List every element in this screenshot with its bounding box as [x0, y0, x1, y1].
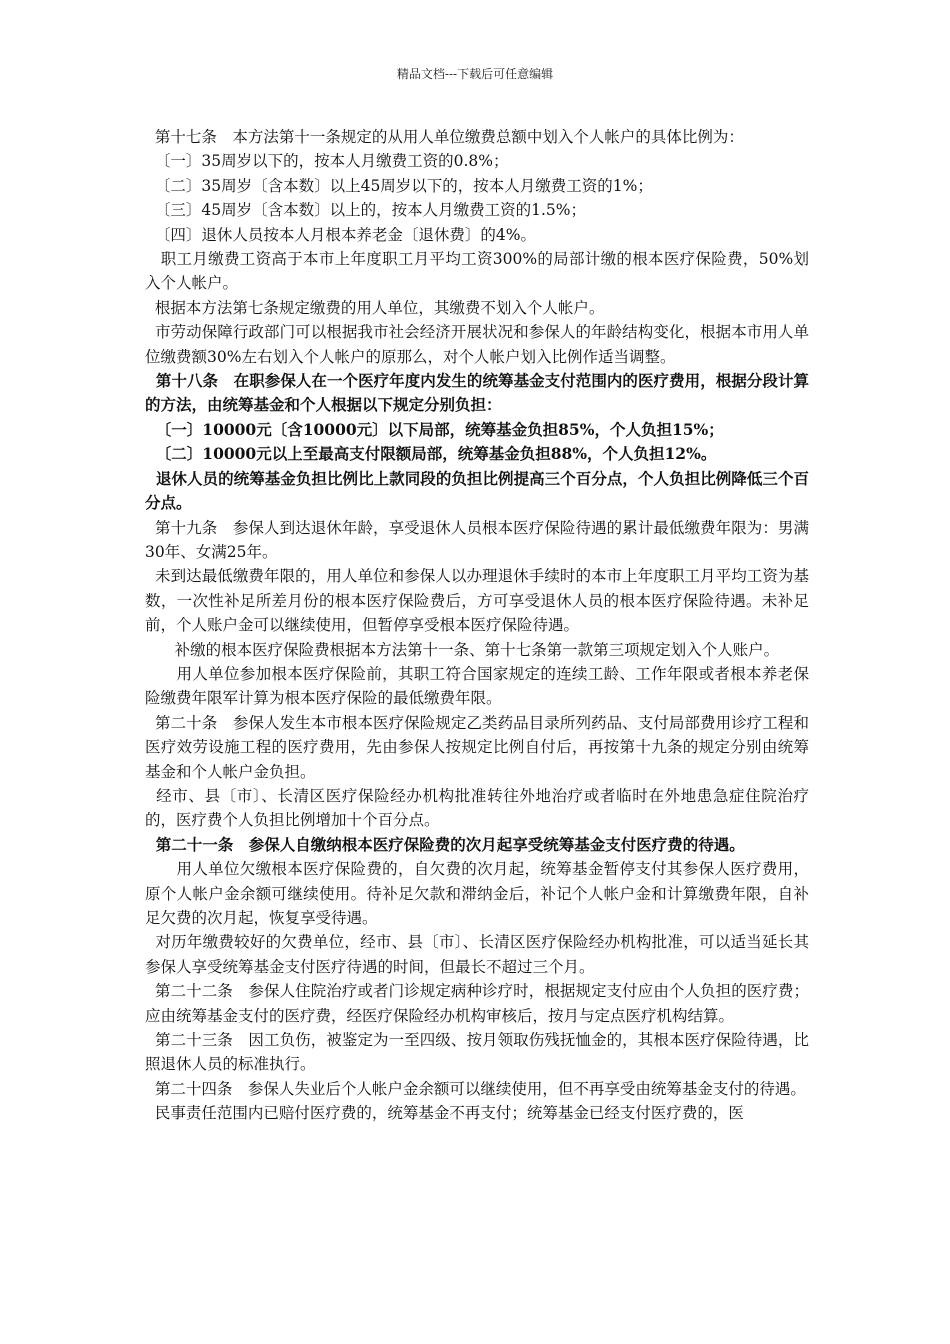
paragraph-article-17: 第十七条 本方法第十一条规定的从用人单位缴费总额中划入个人帐户的具体比例为：	[145, 128, 744, 146]
paragraph-article-21: 第二十一条 参保人自缴纳根本医疗保险费的次月起享受统筹基金支付医疗费的待遇。	[145, 834, 745, 854]
page-header: 精品文档---下载后可任意编辑	[396, 67, 554, 81]
paragraph-item-4: 〔四〕退休人员按本人月根本养老金〔退休费〕的4%。	[145, 225, 536, 244]
paragraph-article-24: 第二十四条 参保人失业后个人帐户金余额可以继续使用，但不再享受由统筹基金支付的待遇。	[145, 1079, 806, 1098]
paragraph-article-23: 第二十三条 因工负伤，被鉴定为一至四级、按月领取伤残抚恤金的，其根本医疗保险待遇，比照退休人员的标准执行。	[145, 1031, 809, 1074]
paragraph-item-3: 〔三〕45周岁〔含本数〕以上的，按本人月缴费工资的1.5%；	[145, 201, 586, 220]
paragraph-text: 退休人员的统筹基金负担比例比上款同段的负担比例提高三个百分点，个人负担比例降低三个百分点。	[145, 468, 809, 513]
paragraph-article-19: 第十九条 参保人到达退休年龄，享受退休人员根本医疗保险待遇的累计最低缴费年限为：男满30年、女满25年。	[145, 518, 809, 561]
paragraph-article-18: 第十八条 在职参保人在一个医疗年度内发生的统筹基金支付范围内的医疗费用，根据分段计算的方法，由统筹基金和个人根据以下规定分别负担：	[145, 371, 809, 415]
paragraph-item-1: 〔一〕35周岁以下的，按本人月缴费工资的0.8%；	[145, 152, 509, 171]
paragraph-item-2: 〔二〕35周岁〔含本数〕以上45周岁以下的，按本人月缴费工资的1%；	[145, 176, 653, 195]
paragraph-text: 用人单位参加根本医疗保险前，其职工符合国家规定的连续工龄、工作年限或者根本养老保险缴费年限军计算为根本医疗保险的最低缴费年限。	[145, 664, 810, 708]
paragraph-item-2: 〔二〕10000元以上至最高支付限额局部，统筹基金负担88%，个人负担12%。	[145, 444, 717, 464]
paragraph-text: 未到达最低缴费年限的，用人单位和参保人以办理退休手续时的本市上年度职工月平均工资为基数，一次性补足所差月份的根本医疗保险费后，方可享受退休人员的根本医疗保险待遇。未补足前，个人账户金可以继续使用，但暂停享受根本医疗保险待遇。	[145, 567, 809, 635]
paragraph-text: 民事责任范围内已赔付医疗费的，统筹基金不再支付；统筹基金已经支付医疗费的，医	[145, 1104, 744, 1123]
paragraph-text: 对历年缴费较好的欠费单位，经市、县〔市〕、长清区医疗保险经办机构批准，可以适当延长其参保人享受统筹基金支付医疗待遇的时间，但最长不超过三个月。	[145, 933, 809, 976]
paragraph-article-20: 第二十条 参保人发生本市根本医疗保险规定乙类药品目录所列药品、支付局部费用诊疗工程和医疗效劳设施工程的医疗费用，先由参保人按规定比例自付后，再按第十九条的规定分别由统筹基金和个人帐户金负担。	[145, 713, 809, 781]
paragraph-text: 根据本方法第七条规定缴费的用人单位，其缴费不划入个人帐户。	[145, 298, 605, 317]
paragraph-text: 补缴的根本医疗保险费根据本方法第十一条、第十七条第一款第三项规定划入个人账户。	[145, 640, 780, 659]
document-body	[145, 125, 809, 1126]
paragraph-text: 经市、县〔市〕、长清区医疗保险经办机构批准转往外地治疗或者临时在外地患急症住院治疗的，医疗费个人负担比例增加十个百分点。	[145, 786, 809, 830]
paragraph-article-22: 第二十二条 参保人住院治疗或者门诊规定病种诊疗时，根据规定支付应由个人负担的医疗费；应由统筹基金支付的医疗费，经医疗保险经办机构审核后，按月与定点医疗机构结算。	[145, 982, 809, 1025]
paragraph-text: 职工月缴费工资高于本市上年度职工月平均工资300%的局部计缴的根本医疗保险费，50%划入个人帐户。	[145, 250, 809, 293]
paragraph-item-1: 〔一〕10000元〔含10000元〕以下局部，统筹基金负担85%，个人负担15%；	[145, 419, 724, 439]
paragraph-text: 用人单位欠缴根本医疗保险费的，自欠费的次月起，统筹基金暂停支付其参保人医疗费用，原个人帐户金余额可继续使用。待补足欠款和滞纳金后，补记个人帐户金和计算缴费年限，自补足欠费的次月起，恢复享受待遇。	[145, 860, 810, 927]
paragraph-text: 市劳动保障行政部门可以根据我市社会经济开展状况和参保人的年龄结构变化，根据本市用人单位缴费额30%左右划入个人帐户的原那么，对个人帐户划入比例作适当调整。	[145, 323, 809, 366]
